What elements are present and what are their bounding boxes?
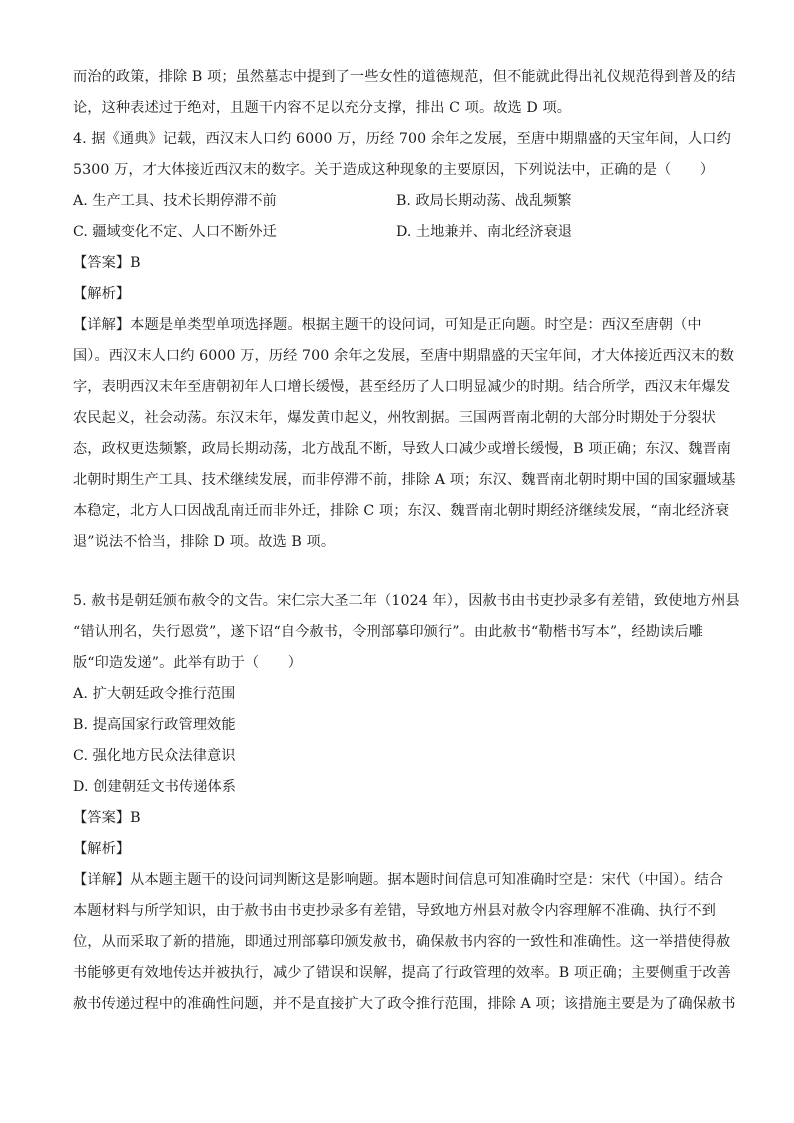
question-stem-line: 5300 万，才大体接近西汉末的数字。关于造成这种现象的主要原因，下列说法中，正确的是（ ） [73, 162, 715, 178]
options-row [73, 217, 723, 248]
option-d: D. 创建朝廷文书传递体系 [73, 779, 237, 795]
option-a: A. 扩大朝廷政令推行范围 [73, 686, 236, 702]
section-gap [73, 558, 723, 586]
option-c: C. 疆域变化不定、人口不断外迁 [73, 224, 277, 240]
text-line: 位，从而采取了新的措施，即通过刑部摹印颁发赦书，确保赦书内容的一致性和准确性。这一举措使得赦 [73, 934, 731, 950]
option-b: B. 政局长期动荡、战乱频繁 [396, 193, 572, 209]
analysis-label: 【解析】 [73, 286, 131, 302]
question-stem-line: 5. 赦书是朝廷颁布赦令的文告。宋仁宗大圣二年（1024 年），因赦书由书吏抄录多有差错，致使地方州县 [73, 593, 740, 609]
text-line: 【详解】从本题主题干的设问词判断这是影响题。据本题时间信息可知准确时空是：宋代（中国）。结合 [73, 872, 724, 888]
text-line: 北朝时期生产工具、技术继续发展，而非停滞不前，排除 A 项；东汉、魏晋南北朝时期中国的国家疆域基 [73, 472, 736, 488]
text-line: 退”说法不恰当，排除 D 项。故选 B 项。 [73, 534, 336, 550]
option-b: B. 提高国家行政管理效能 [73, 717, 236, 733]
options-row [73, 186, 723, 217]
text-line: 字，表明西汉末年至唐朝初年人口增长缓慢，甚至经历了人口明显减少的时期。结合所学，西汉末年爆发 [73, 379, 731, 395]
question-5 [73, 586, 740, 1020]
text-line: 农民起义，社会动荡。东汉末年，爆发黄巾起义，州牧割据。三国两晋南北朝的大部分时期处于分裂状 [73, 410, 716, 426]
text-line: 而治的政策，排除 B 项；虽然墓志中提到了一些女性的道德规范，但不能就此得出礼仪规范得到普及的结 [73, 69, 736, 85]
text-line: 态，政权更迭频繁，政局长期动荡，北方战乱不断，导致人口减少或增长缓慢，B 项正确；东汉、魏晋南 [73, 441, 732, 457]
text-line: 论，这种表述过于绝对，且题干内容不足以充分支撑，排出 C 项。故选 D 项。 [73, 100, 572, 116]
answer-label: 【答案】B [73, 810, 141, 826]
question-stem-line: “错认刑名，失行恩赏”，遂下诏“自今赦书，令刑部摹印颁行”。由此赦书“勒楷书写本”，经勘读后雕 [73, 624, 703, 640]
detail-explanation [73, 865, 736, 1020]
text-line: 本稳定，北方人口因战乱南迁而非外迁，排除 C 项；东汉、魏晋南北朝时期经济继续发展，“南北经济衰 [73, 503, 730, 519]
option-a: A. 生产工具、技术长期停滞不前 [73, 193, 277, 209]
text-line: 赦书传递过程中的准确性问题，并不是直接扩大了政令推行范围，排除 A 项；该措施主要是为了确保赦书 [73, 996, 736, 1012]
analysis-label: 【解析】 [73, 841, 131, 857]
question-4 [73, 124, 736, 558]
text-line: 书能够更有效地传达并被执行，减少了错误和误解，提高了行政管理的效率。B 项正确；主要侧重于改善 [73, 965, 732, 981]
previous-explanation [73, 62, 736, 124]
document-page [73, 62, 740, 1020]
text-line: 国）。西汉末人口约 6000 万，历经 700 余年之发展，至唐中期鼎盛的天宝年间，才大体接近西汉末的数 [73, 348, 735, 364]
text-line: 本题材料与所学知识，由于赦书由书吏抄录多有差错，导致地方州县对赦令内容理解不准确、执行不到 [73, 903, 716, 919]
question-stem-line: 4. 据《通典》记载，西汉末人口约 6000 万，历经 700 余年之发展，至唐中期鼎盛的天宝年间，人口约 [73, 131, 731, 147]
question-stem-line: 版“印造发递”。此举有助于（ ） [73, 655, 303, 671]
text-line: 【详解】本题是单类型单项选择题。根据主题干的设问词，可知是正向题。时空是：西汉至唐朝（中 [73, 317, 702, 333]
option-d: D. 土地兼并、南北经济衰退 [396, 224, 572, 240]
option-c: C. 强化地方民众法律意识 [73, 748, 236, 764]
answer-label: 【答案】B [73, 255, 141, 271]
detail-explanation [73, 310, 736, 558]
